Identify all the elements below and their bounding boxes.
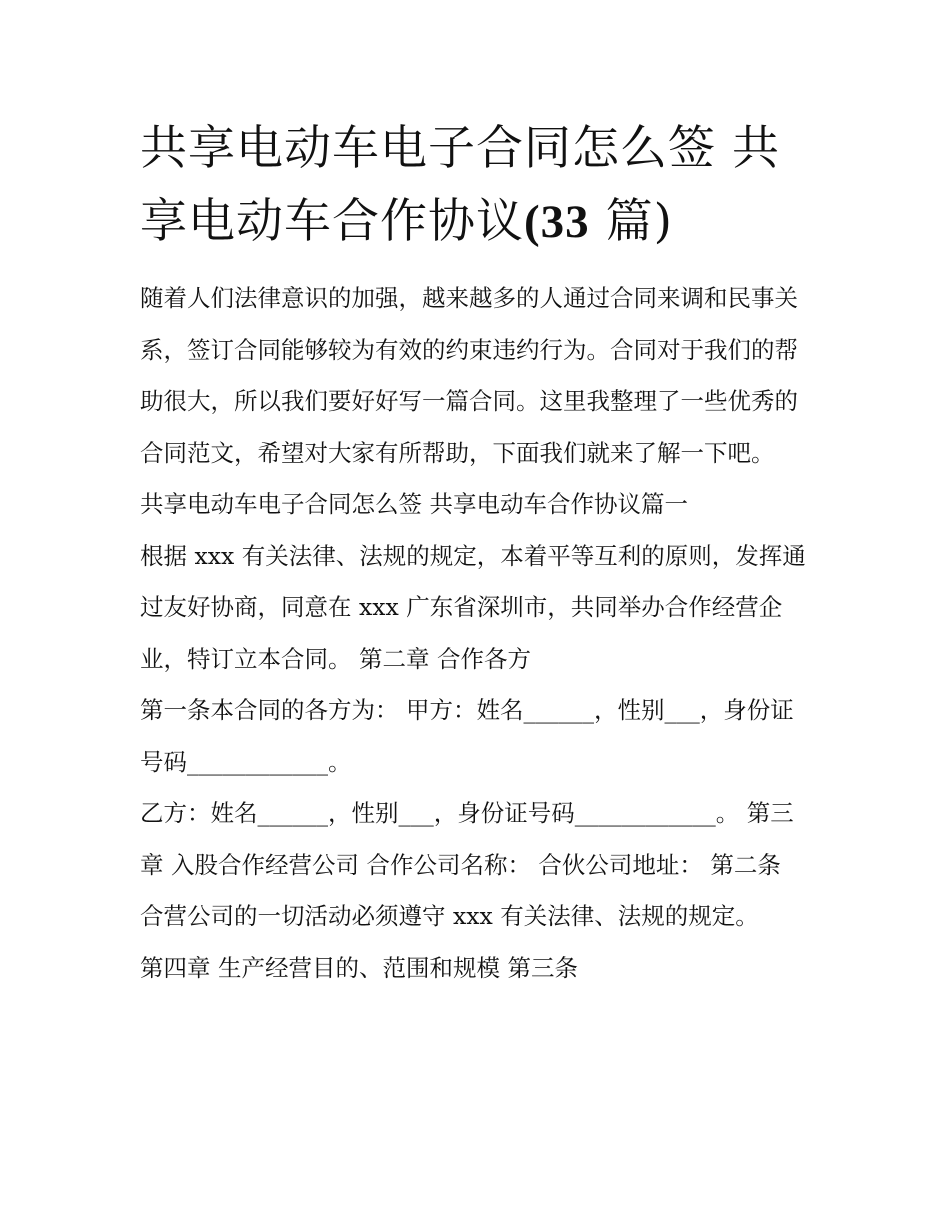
title-count: (33 (524, 196, 590, 248)
document-body (140, 273, 812, 994)
intro-paragraph: 随着人们法律意识的加强，越来越多的人通过合同来调和民事关系，签订合同能够较为有效的约束违约行为。合同对于我们的帮助很大，所以我们要好好写一篇合同。这里我整理了一些优秀的合同范文，希望对大家有所帮助，下面我们就来了解一下吧。 (140, 284, 798, 467)
body-paragraph: 合营公司的一切活动必须遵守 xxx 有关法律、法规的规定。 (140, 902, 759, 930)
section-heading: 共享电动车电子合同怎么签 共享电动车合作协议篇一 (140, 490, 688, 518)
party-b-paragraph: 乙方：姓名______，性别___，身份证号码____________。 第三章 入股合作经营公司 合作公司名称： 合伙公司地址： 第二条 (140, 799, 794, 879)
title-suffix: 篇) (605, 194, 673, 249)
document-page (140, 112, 812, 994)
party-a-paragraph: 第一条本合同的各方为： 甲方：姓名______，性别___，身份证号码____________。 (140, 696, 794, 776)
body-paragraph: 根据 xxx 有关法律、法规的规定，本着平等互利的原则，发挥通过友好协商，同意在 xxx 广东省深圳市，共同举办合作经营企业，特订立本合同。 第二章 合作各方 (140, 541, 806, 673)
chapter-heading: 第四章 生产经营目的、范围和规模 第三条 (140, 953, 578, 982)
title-text: 共享电动车电子合同怎么签 共享电动车合作协议 (140, 121, 780, 249)
document-title (140, 112, 812, 259)
